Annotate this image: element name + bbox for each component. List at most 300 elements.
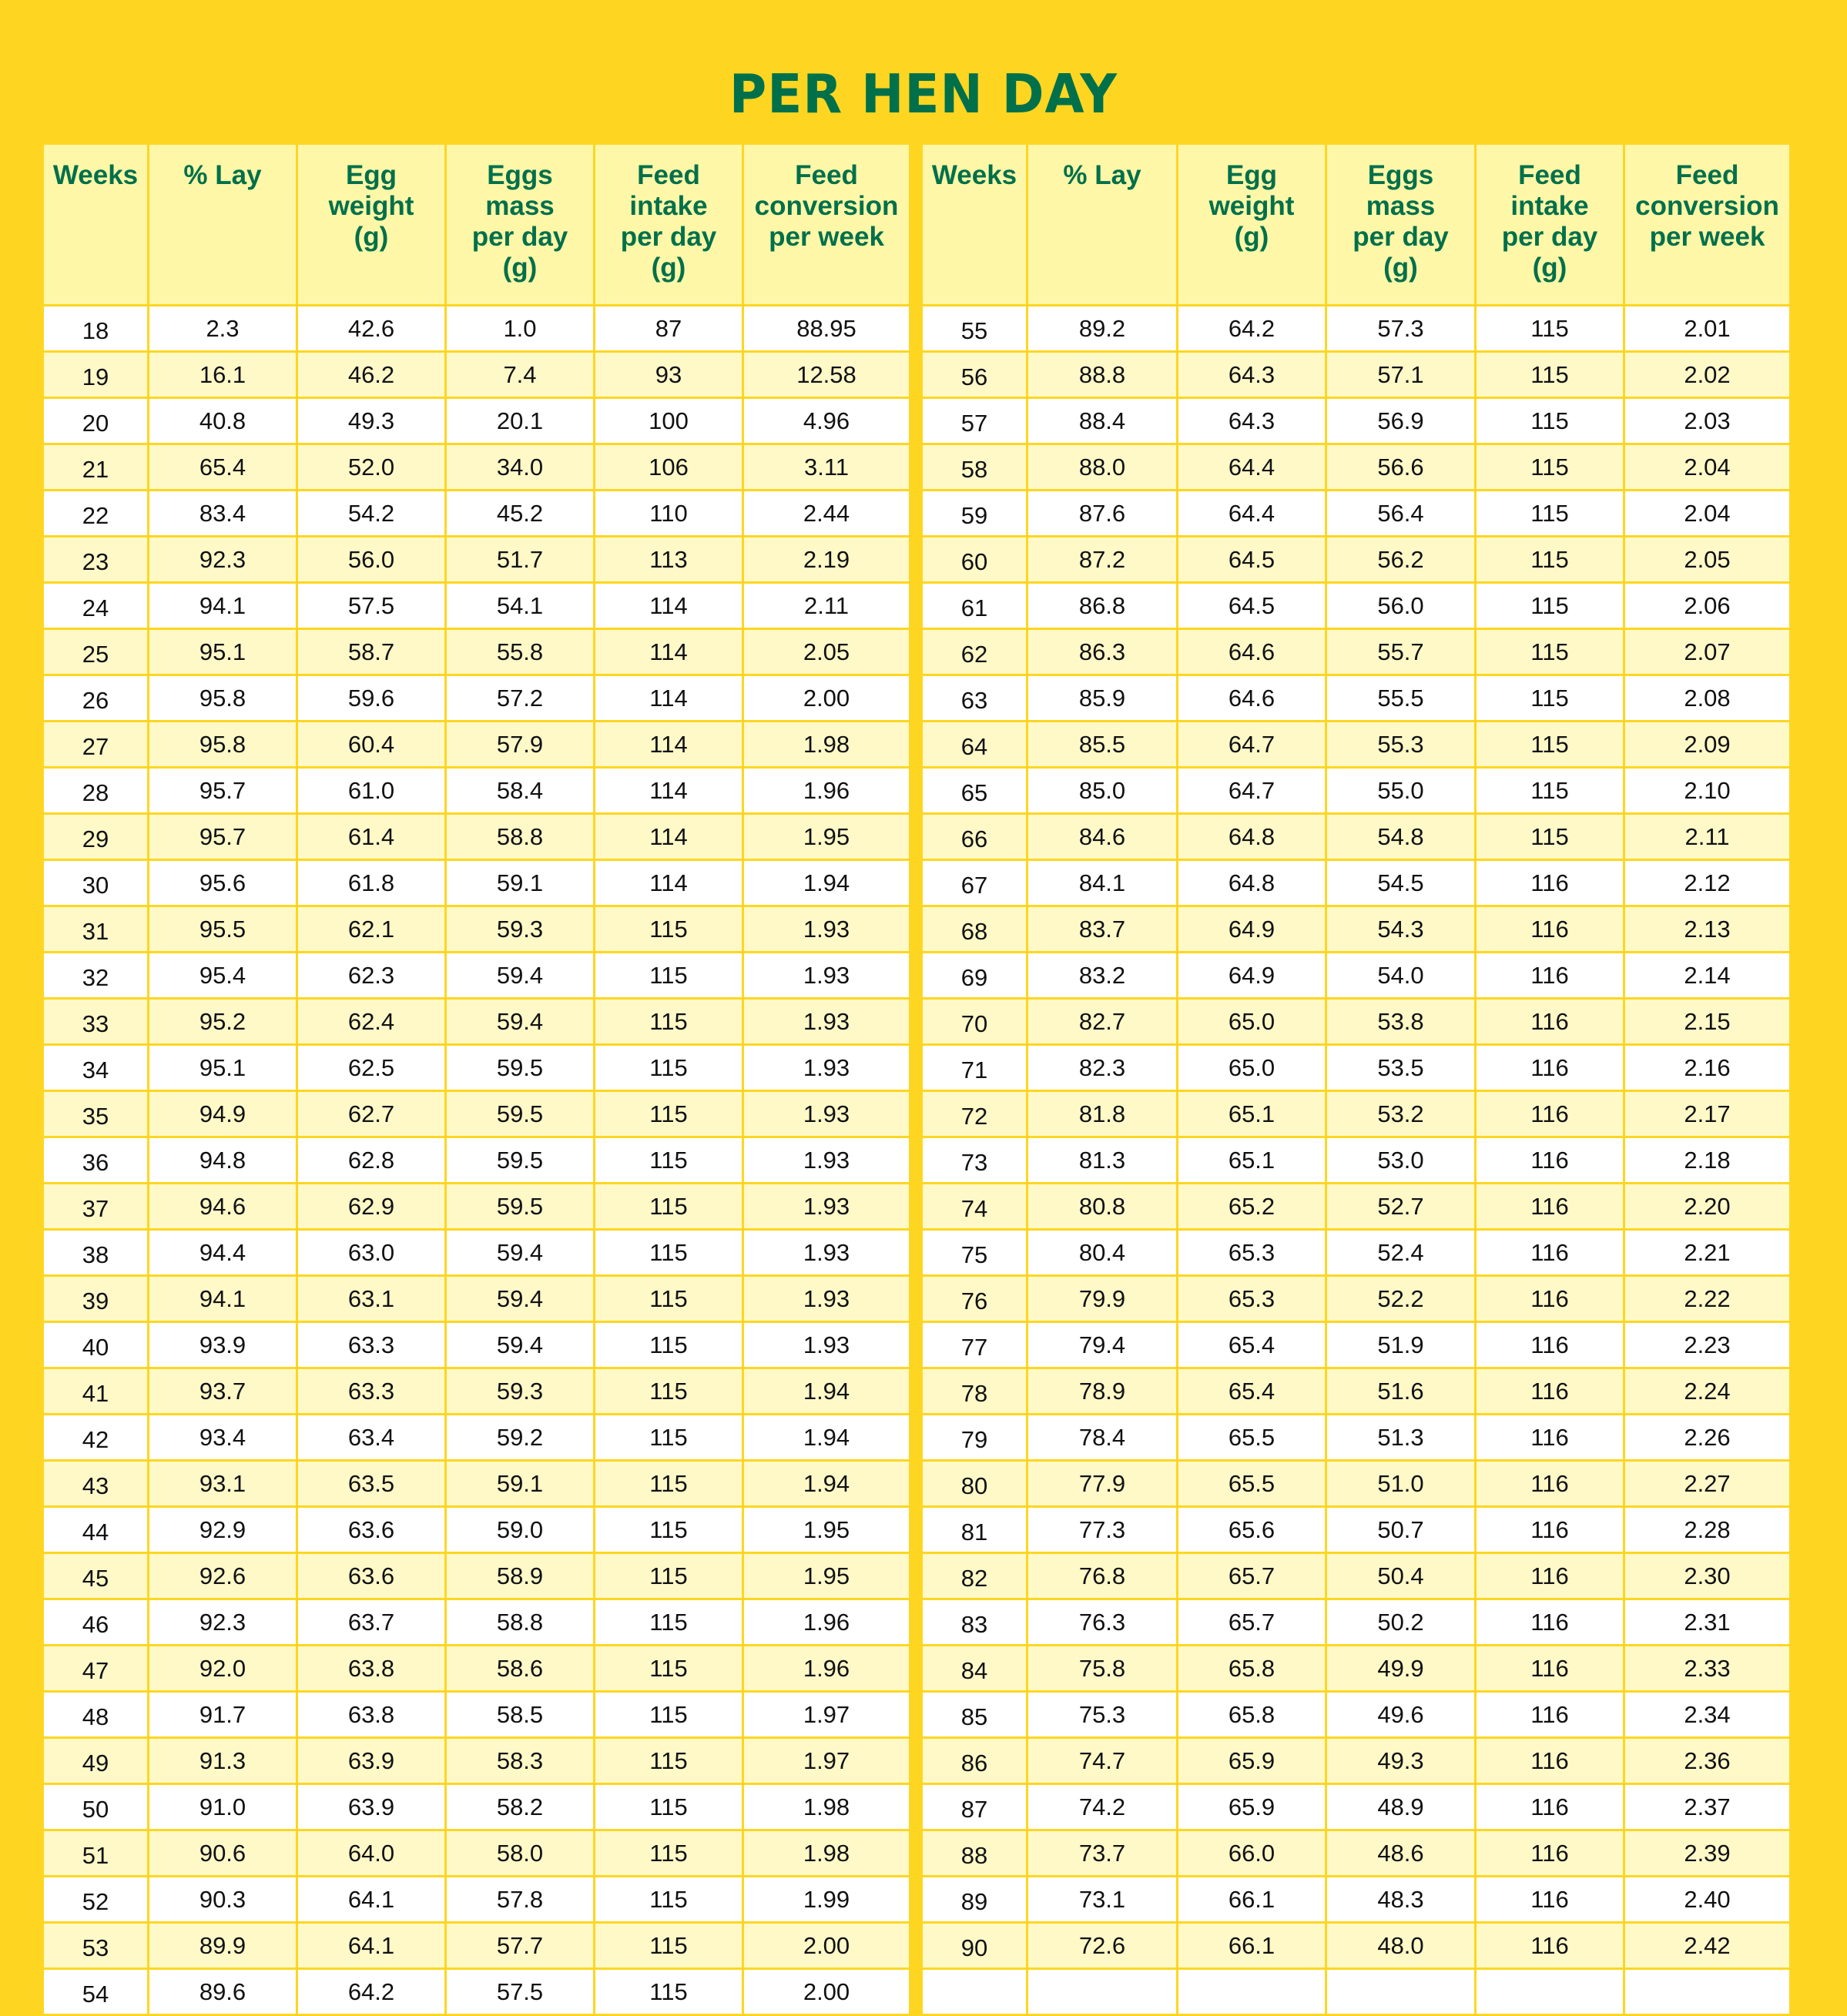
cell-lay-percent: 95.4 bbox=[149, 953, 297, 999]
cell-feed-intake: 115 bbox=[595, 1322, 743, 1368]
cell-lay-percent: 95.8 bbox=[149, 722, 297, 768]
cell-egg-mass: 57.3 bbox=[1326, 306, 1476, 352]
cell-egg-weight: 64.1 bbox=[297, 1923, 446, 1969]
cell-weeks: 70 bbox=[922, 999, 1027, 1045]
cell-egg-weight: 65.4 bbox=[1178, 1322, 1326, 1368]
cell-feed-intake: 115 bbox=[1476, 768, 1624, 814]
header-line: Egg bbox=[1225, 160, 1278, 190]
cell-feed-intake: 115 bbox=[595, 1276, 743, 1322]
table-row bbox=[922, 1599, 1791, 1646]
cell-egg-weight: 65.5 bbox=[1178, 1415, 1326, 1461]
cell-weeks: 64 bbox=[922, 722, 1027, 768]
cell-egg-weight: 62.4 bbox=[297, 999, 446, 1045]
cell-feed-conversion: 1.94 bbox=[743, 1368, 910, 1415]
header-line: per week bbox=[1649, 222, 1765, 252]
cell-egg-mass: 1.0 bbox=[446, 306, 595, 352]
cell-egg-weight: 61.8 bbox=[297, 860, 446, 906]
cell-egg-weight: 63.1 bbox=[297, 1276, 446, 1322]
cell-egg-weight: 65.6 bbox=[1178, 1507, 1326, 1553]
table-row bbox=[43, 1830, 910, 1877]
table-row bbox=[43, 1230, 910, 1276]
cell-feed-intake: 116 bbox=[1476, 1923, 1624, 1969]
column-header-egg-weight bbox=[297, 144, 446, 306]
cell-feed-conversion: 2.16 bbox=[1624, 1045, 1791, 1091]
cell-feed-conversion: 2.30 bbox=[1624, 1553, 1791, 1599]
cell-egg-mass: 50.4 bbox=[1326, 1553, 1476, 1599]
cell-egg-weight: 56.0 bbox=[297, 537, 446, 583]
cell-egg-mass: 57.2 bbox=[446, 675, 595, 722]
cell-feed-conversion: 2.24 bbox=[1624, 1368, 1791, 1415]
cell-egg-weight: 64.8 bbox=[1178, 814, 1326, 860]
cell-egg-mass: 58.4 bbox=[446, 768, 595, 814]
cell-egg-mass: 54.1 bbox=[446, 583, 595, 629]
cell-egg-mass: 54.5 bbox=[1326, 860, 1476, 906]
cell-egg-mass: 59.3 bbox=[446, 1368, 595, 1415]
header-line: conversion bbox=[1635, 191, 1779, 221]
cell-feed-conversion: 2.19 bbox=[743, 537, 910, 583]
cell-lay-percent: 95.1 bbox=[149, 1045, 297, 1091]
header-line: Egg bbox=[345, 160, 397, 190]
cell-feed-intake: 110 bbox=[595, 491, 743, 537]
table-row bbox=[43, 953, 910, 999]
cell-feed-conversion: 2.05 bbox=[1624, 537, 1791, 583]
cell-feed-intake: 115 bbox=[595, 1784, 743, 1830]
cell-egg-weight: 62.9 bbox=[297, 1184, 446, 1230]
table-row bbox=[922, 906, 1791, 953]
table-body bbox=[43, 306, 910, 2015]
header-line: weight bbox=[1208, 191, 1295, 221]
header-row bbox=[43, 144, 910, 306]
cell-feed-conversion: 2.00 bbox=[743, 675, 910, 722]
table-row bbox=[922, 1877, 1791, 1923]
table-row bbox=[43, 398, 910, 444]
table-row bbox=[43, 1877, 910, 1923]
cell-egg-mass: 55.0 bbox=[1326, 768, 1476, 814]
cell-feed-intake: 116 bbox=[1476, 1877, 1624, 1923]
cell-feed-intake: 87 bbox=[595, 306, 743, 352]
cell-weeks: 42 bbox=[43, 1415, 149, 1461]
table-row bbox=[43, 999, 910, 1045]
cell-lay-percent: 83.4 bbox=[149, 491, 297, 537]
cell-weeks: 46 bbox=[43, 1599, 149, 1646]
cell-feed-conversion: 2.34 bbox=[1624, 1692, 1791, 1738]
column-header-feed-conversion bbox=[743, 144, 910, 306]
cell-egg-weight: 62.8 bbox=[297, 1137, 446, 1184]
header-line: per day bbox=[620, 222, 717, 252]
cell-feed-intake: 114 bbox=[595, 629, 743, 675]
cell-weeks: 81 bbox=[922, 1507, 1027, 1553]
table-row bbox=[922, 814, 1791, 860]
cell-lay-percent: 95.7 bbox=[149, 768, 297, 814]
cell-egg-weight: 65.5 bbox=[1178, 1461, 1326, 1507]
cell-lay-percent: 95.6 bbox=[149, 860, 297, 906]
cell-egg-weight: 64.9 bbox=[1178, 906, 1326, 953]
cell-egg-mass: 45.2 bbox=[446, 491, 595, 537]
cell-egg-mass: 51.9 bbox=[1326, 1322, 1476, 1368]
cell-feed-conversion: 1.94 bbox=[743, 1461, 910, 1507]
cell-feed-intake: 116 bbox=[1476, 1137, 1624, 1184]
cell-feed-intake: 115 bbox=[1476, 675, 1624, 722]
cell-egg-weight: 64.1 bbox=[297, 1877, 446, 1923]
cell-egg-weight: 42.6 bbox=[297, 306, 446, 352]
header-line: mass bbox=[485, 191, 555, 221]
cell-feed-conversion: 2.20 bbox=[1624, 1184, 1791, 1230]
cell-feed-intake: 115 bbox=[595, 1738, 743, 1784]
cell-lay-percent: 95.2 bbox=[149, 999, 297, 1045]
cell-feed-intake: 116 bbox=[1476, 1184, 1624, 1230]
cell-lay-percent: 75.8 bbox=[1027, 1646, 1178, 1692]
cell-egg-mass: 53.5 bbox=[1326, 1045, 1476, 1091]
table-row bbox=[922, 1738, 1791, 1784]
cell-weeks: 43 bbox=[43, 1461, 149, 1507]
cell-weeks: 48 bbox=[43, 1692, 149, 1738]
cell-weeks: 22 bbox=[43, 491, 149, 537]
table-row bbox=[43, 906, 910, 953]
cell-feed-intake: 115 bbox=[1476, 306, 1624, 352]
table-row bbox=[43, 583, 910, 629]
cell-egg-weight: 64.6 bbox=[1178, 675, 1326, 722]
header-line: Feed bbox=[795, 160, 858, 190]
cell-weeks: 71 bbox=[922, 1045, 1027, 1091]
cell-weeks: 60 bbox=[922, 537, 1027, 583]
cell-feed-conversion: 3.11 bbox=[743, 444, 910, 491]
table-row bbox=[922, 444, 1791, 491]
cell-weeks: 65 bbox=[922, 768, 1027, 814]
cell-egg-mass: 52.7 bbox=[1326, 1184, 1476, 1230]
cell-weeks: 19 bbox=[43, 352, 149, 398]
table-row bbox=[43, 1137, 910, 1184]
cell-weeks: 51 bbox=[43, 1830, 149, 1877]
header-line: Feed bbox=[1675, 160, 1739, 190]
cell-feed-intake: 116 bbox=[1476, 1553, 1624, 1599]
column-header-lay-percent bbox=[149, 144, 297, 306]
cell-feed-intake: 116 bbox=[1476, 1322, 1624, 1368]
column-header-weeks bbox=[43, 144, 149, 306]
cell-lay-percent: 85.5 bbox=[1027, 722, 1178, 768]
cell-weeks: 78 bbox=[922, 1368, 1027, 1415]
table-row bbox=[43, 1461, 910, 1507]
cell-egg-weight: 62.7 bbox=[297, 1091, 446, 1137]
cell-feed-intake: 116 bbox=[1476, 906, 1624, 953]
cell-egg-mass: 53.0 bbox=[1326, 1137, 1476, 1184]
cell-egg-mass: 59.1 bbox=[446, 860, 595, 906]
cell-egg-mass: 52.4 bbox=[1326, 1230, 1476, 1276]
cell-feed-conversion: 2.07 bbox=[1624, 629, 1791, 675]
table-weeks-18-54 bbox=[42, 142, 911, 2016]
cell-lay-percent: 2.3 bbox=[149, 306, 297, 352]
cell-egg-weight: 66.1 bbox=[1178, 1877, 1326, 1923]
cell-lay-percent: 89.2 bbox=[1027, 306, 1178, 352]
table-row bbox=[922, 1507, 1791, 1553]
cell-egg-mass: 51.0 bbox=[1326, 1461, 1476, 1507]
cell-egg-weight: 64.3 bbox=[1178, 398, 1326, 444]
cell-egg-mass: 50.7 bbox=[1326, 1507, 1476, 1553]
cell-feed-conversion: 2.18 bbox=[1624, 1137, 1791, 1184]
cell-egg-mass: 56.4 bbox=[1326, 491, 1476, 537]
cell-feed-conversion: 1.99 bbox=[743, 1877, 910, 1923]
cell-feed-conversion: 2.31 bbox=[1624, 1599, 1791, 1646]
cell-lay-percent: 84.1 bbox=[1027, 860, 1178, 906]
cell-egg-weight: 46.2 bbox=[297, 352, 446, 398]
table-row bbox=[43, 1045, 910, 1091]
cell-weeks: 76 bbox=[922, 1276, 1027, 1322]
cell-feed-intake: 116 bbox=[1476, 1507, 1624, 1553]
cell-lay-percent: 74.7 bbox=[1027, 1738, 1178, 1784]
header-line: mass bbox=[1366, 191, 1436, 221]
cell-feed-conversion: 1.98 bbox=[743, 1830, 910, 1877]
header-line: (g) bbox=[1532, 253, 1567, 283]
table-row bbox=[43, 1553, 910, 1599]
table-row bbox=[43, 1322, 910, 1368]
cell-egg-weight: 62.1 bbox=[297, 906, 446, 953]
cell-feed-conversion: 1.98 bbox=[743, 1784, 910, 1830]
table-row bbox=[922, 1415, 1791, 1461]
cell-egg-weight: 62.5 bbox=[297, 1045, 446, 1091]
header-line: (g) bbox=[354, 222, 389, 252]
cell-lay-percent: 95.5 bbox=[149, 906, 297, 953]
cell-egg-weight: 65.2 bbox=[1178, 1184, 1326, 1230]
cell-feed-conversion: 1.93 bbox=[743, 1230, 910, 1276]
cell-egg-weight: 59.6 bbox=[297, 675, 446, 722]
cell-egg-mass: 59.4 bbox=[446, 1322, 595, 1368]
cell-feed-intake: 116 bbox=[1476, 860, 1624, 906]
header-line: (g) bbox=[1383, 253, 1418, 283]
cell-feed-intake: 115 bbox=[595, 1599, 743, 1646]
table-row bbox=[43, 814, 910, 860]
cell-egg-weight: 64.2 bbox=[297, 1969, 446, 2015]
cell-egg-weight: 49.3 bbox=[297, 398, 446, 444]
table-row bbox=[922, 1091, 1791, 1137]
cell-feed-intake: 115 bbox=[1476, 537, 1624, 583]
cell-egg-mass: 59.5 bbox=[446, 1184, 595, 1230]
header-line: Feed bbox=[637, 160, 700, 190]
cell-weeks: 35 bbox=[43, 1091, 149, 1137]
cell-lay-percent: 92.3 bbox=[149, 1599, 297, 1646]
table-row bbox=[922, 1322, 1791, 1368]
cell-weeks: 73 bbox=[922, 1137, 1027, 1184]
cell-weeks: 52 bbox=[43, 1877, 149, 1923]
cell-feed-intake: 115 bbox=[595, 1184, 743, 1230]
cell-lay-percent: 93.7 bbox=[149, 1368, 297, 1415]
table-row bbox=[922, 1784, 1791, 1830]
cell-feed-intake: 116 bbox=[1476, 1045, 1624, 1091]
header-line: weight bbox=[328, 191, 414, 221]
header-line: (g) bbox=[1234, 222, 1269, 252]
table-row bbox=[922, 1368, 1791, 1415]
table-row bbox=[922, 629, 1791, 675]
cell-weeks: 25 bbox=[43, 629, 149, 675]
cell-feed-conversion: 2.37 bbox=[1624, 1784, 1791, 1830]
table-row bbox=[922, 1969, 1791, 2015]
cell-egg-mass: 54.0 bbox=[1326, 953, 1476, 999]
table-row bbox=[922, 953, 1791, 999]
cell-lay-percent: 92.9 bbox=[149, 1507, 297, 1553]
cell-lay-percent: 16.1 bbox=[149, 352, 297, 398]
cell-egg-weight: 63.3 bbox=[297, 1322, 446, 1368]
cell-egg-mass: 58.5 bbox=[446, 1692, 595, 1738]
table-row bbox=[922, 1137, 1791, 1184]
cell-feed-conversion: 1.97 bbox=[743, 1692, 910, 1738]
cell-egg-mass: 48.6 bbox=[1326, 1830, 1476, 1877]
table-row bbox=[43, 1599, 910, 1646]
header-line: per day bbox=[471, 222, 568, 252]
cell-lay-percent: 94.8 bbox=[149, 1137, 297, 1184]
cell-lay-percent: 73.1 bbox=[1027, 1877, 1178, 1923]
cell-feed-conversion: 2.28 bbox=[1624, 1507, 1791, 1553]
table-row bbox=[922, 1692, 1791, 1738]
column-header-egg-mass bbox=[1326, 144, 1476, 306]
cell-feed-conversion: 2.21 bbox=[1624, 1230, 1791, 1276]
cell-weeks: 44 bbox=[43, 1507, 149, 1553]
cell-weeks: 83 bbox=[922, 1599, 1027, 1646]
cell-feed-conversion: 1.93 bbox=[743, 1137, 910, 1184]
cell-feed-intake: 116 bbox=[1476, 1830, 1624, 1877]
cell-weeks: 53 bbox=[43, 1923, 149, 1969]
cell-lay-percent: 93.9 bbox=[149, 1322, 297, 1368]
cell-egg-weight: 64.9 bbox=[1178, 953, 1326, 999]
cell-egg-mass: 54.8 bbox=[1326, 814, 1476, 860]
cell-lay-percent: 89.6 bbox=[149, 1969, 297, 2015]
cell-egg-weight: 64.0 bbox=[297, 1830, 446, 1877]
cell-feed-conversion: 1.93 bbox=[743, 1276, 910, 1322]
table-row bbox=[43, 629, 910, 675]
cell-egg-mass: 51.6 bbox=[1326, 1368, 1476, 1415]
cell-lay-percent: 95.7 bbox=[149, 814, 297, 860]
cell-feed-intake: 115 bbox=[595, 999, 743, 1045]
cell-lay-percent: 75.3 bbox=[1027, 1692, 1178, 1738]
cell-lay-percent: 86.3 bbox=[1027, 629, 1178, 675]
table-row bbox=[922, 1045, 1791, 1091]
cell-egg-weight: 63.7 bbox=[297, 1599, 446, 1646]
cell-weeks: 23 bbox=[43, 537, 149, 583]
table-row bbox=[922, 1184, 1791, 1230]
cell-weeks: 59 bbox=[922, 491, 1027, 537]
table-row bbox=[922, 675, 1791, 722]
table-row bbox=[43, 1692, 910, 1738]
cell-egg-mass: 55.5 bbox=[1326, 675, 1476, 722]
cell-feed-intake: 115 bbox=[1476, 398, 1624, 444]
cell-weeks: 79 bbox=[922, 1415, 1027, 1461]
table-row bbox=[922, 1830, 1791, 1877]
cell-lay-percent: 95.1 bbox=[149, 629, 297, 675]
cell-egg-weight: 57.5 bbox=[297, 583, 446, 629]
cell-lay-percent: 90.6 bbox=[149, 1830, 297, 1877]
cell-feed-conversion: 2.06 bbox=[1624, 583, 1791, 629]
cell-feed-conversion: 2.10 bbox=[1624, 768, 1791, 814]
cell-feed-intake bbox=[1476, 1969, 1624, 2015]
cell-egg-mass: 59.1 bbox=[446, 1461, 595, 1507]
cell-lay-percent: 93.4 bbox=[149, 1415, 297, 1461]
table-row bbox=[43, 537, 910, 583]
cell-feed-intake: 116 bbox=[1476, 1738, 1624, 1784]
cell-weeks: 38 bbox=[43, 1230, 149, 1276]
cell-feed-intake: 116 bbox=[1476, 999, 1624, 1045]
cell-egg-mass: 53.2 bbox=[1326, 1091, 1476, 1137]
cell-feed-conversion: 2.40 bbox=[1624, 1877, 1791, 1923]
cell-feed-intake: 113 bbox=[595, 537, 743, 583]
cell-egg-weight: 65.4 bbox=[1178, 1368, 1326, 1415]
cell-lay-percent: 81.3 bbox=[1027, 1137, 1178, 1184]
cell-feed-conversion: 2.15 bbox=[1624, 999, 1791, 1045]
cell-weeks: 39 bbox=[43, 1276, 149, 1322]
cell-weeks: 84 bbox=[922, 1646, 1027, 1692]
cell-weeks: 18 bbox=[43, 306, 149, 352]
cell-egg-mass: 55.3 bbox=[1326, 722, 1476, 768]
column-header-egg-mass bbox=[446, 144, 595, 306]
header-line: % Lay bbox=[1063, 160, 1141, 190]
cell-lay-percent bbox=[1027, 1969, 1178, 2015]
cell-feed-conversion: 2.27 bbox=[1624, 1461, 1791, 1507]
cell-egg-weight: 65.8 bbox=[1178, 1692, 1326, 1738]
table-weeks-55-90 bbox=[920, 142, 1792, 2016]
table-row bbox=[922, 306, 1791, 352]
cell-feed-conversion: 1.93 bbox=[743, 906, 910, 953]
cell-feed-intake: 115 bbox=[595, 1646, 743, 1692]
table-row bbox=[43, 1276, 910, 1322]
cell-egg-mass: 7.4 bbox=[446, 352, 595, 398]
table-row bbox=[922, 1923, 1791, 1969]
cell-egg-weight: 65.7 bbox=[1178, 1599, 1326, 1646]
cell-lay-percent: 88.8 bbox=[1027, 352, 1178, 398]
cell-feed-conversion: 1.97 bbox=[743, 1738, 910, 1784]
table-row bbox=[922, 1461, 1791, 1507]
cell-weeks: 74 bbox=[922, 1184, 1027, 1230]
cell-weeks: 63 bbox=[922, 675, 1027, 722]
cell-egg-mass: 51.3 bbox=[1326, 1415, 1476, 1461]
header-line: % Lay bbox=[183, 160, 262, 190]
header-line: Weeks bbox=[931, 160, 1017, 190]
cell-weeks: 82 bbox=[922, 1553, 1027, 1599]
cell-weeks: 72 bbox=[922, 1091, 1027, 1137]
cell-lay-percent: 90.3 bbox=[149, 1877, 297, 1923]
cell-feed-intake: 115 bbox=[595, 1415, 743, 1461]
cell-feed-intake: 116 bbox=[1476, 1091, 1624, 1137]
cell-lay-percent: 92.0 bbox=[149, 1646, 297, 1692]
cell-feed-conversion: 2.36 bbox=[1624, 1738, 1791, 1784]
cell-egg-mass: 56.9 bbox=[1326, 398, 1476, 444]
cell-lay-percent: 78.9 bbox=[1027, 1368, 1178, 1415]
cell-egg-mass: 52.2 bbox=[1326, 1276, 1476, 1322]
cell-lay-percent: 94.6 bbox=[149, 1184, 297, 1230]
cell-weeks: 47 bbox=[43, 1646, 149, 1692]
cell-feed-conversion: 2.03 bbox=[1624, 398, 1791, 444]
cell-egg-weight: 63.8 bbox=[297, 1692, 446, 1738]
cell-feed-intake: 114 bbox=[595, 583, 743, 629]
header-line: per week bbox=[769, 222, 884, 252]
table-row bbox=[43, 1969, 910, 2015]
cell-egg-mass: 58.8 bbox=[446, 1599, 595, 1646]
cell-egg-mass: 56.6 bbox=[1326, 444, 1476, 491]
header-row bbox=[922, 144, 1791, 306]
cell-weeks: 69 bbox=[922, 953, 1027, 999]
cell-lay-percent: 79.4 bbox=[1027, 1322, 1178, 1368]
table-row bbox=[43, 675, 910, 722]
cell-feed-conversion: 2.44 bbox=[743, 491, 910, 537]
cell-egg-mass: 59.0 bbox=[446, 1507, 595, 1553]
cell-feed-conversion: 88.95 bbox=[743, 306, 910, 352]
cell-egg-mass: 48.3 bbox=[1326, 1877, 1476, 1923]
cell-feed-intake: 115 bbox=[595, 1969, 743, 2015]
cell-weeks: 20 bbox=[43, 398, 149, 444]
cell-feed-conversion bbox=[1624, 1969, 1791, 2015]
cell-weeks: 56 bbox=[922, 352, 1027, 398]
cell-lay-percent: 87.2 bbox=[1027, 537, 1178, 583]
cell-lay-percent: 73.7 bbox=[1027, 1830, 1178, 1877]
header-line: Eggs bbox=[1367, 160, 1434, 190]
cell-feed-intake: 116 bbox=[1476, 1692, 1624, 1738]
cell-feed-intake: 116 bbox=[1476, 1230, 1624, 1276]
cell-egg-weight: 64.5 bbox=[1178, 583, 1326, 629]
